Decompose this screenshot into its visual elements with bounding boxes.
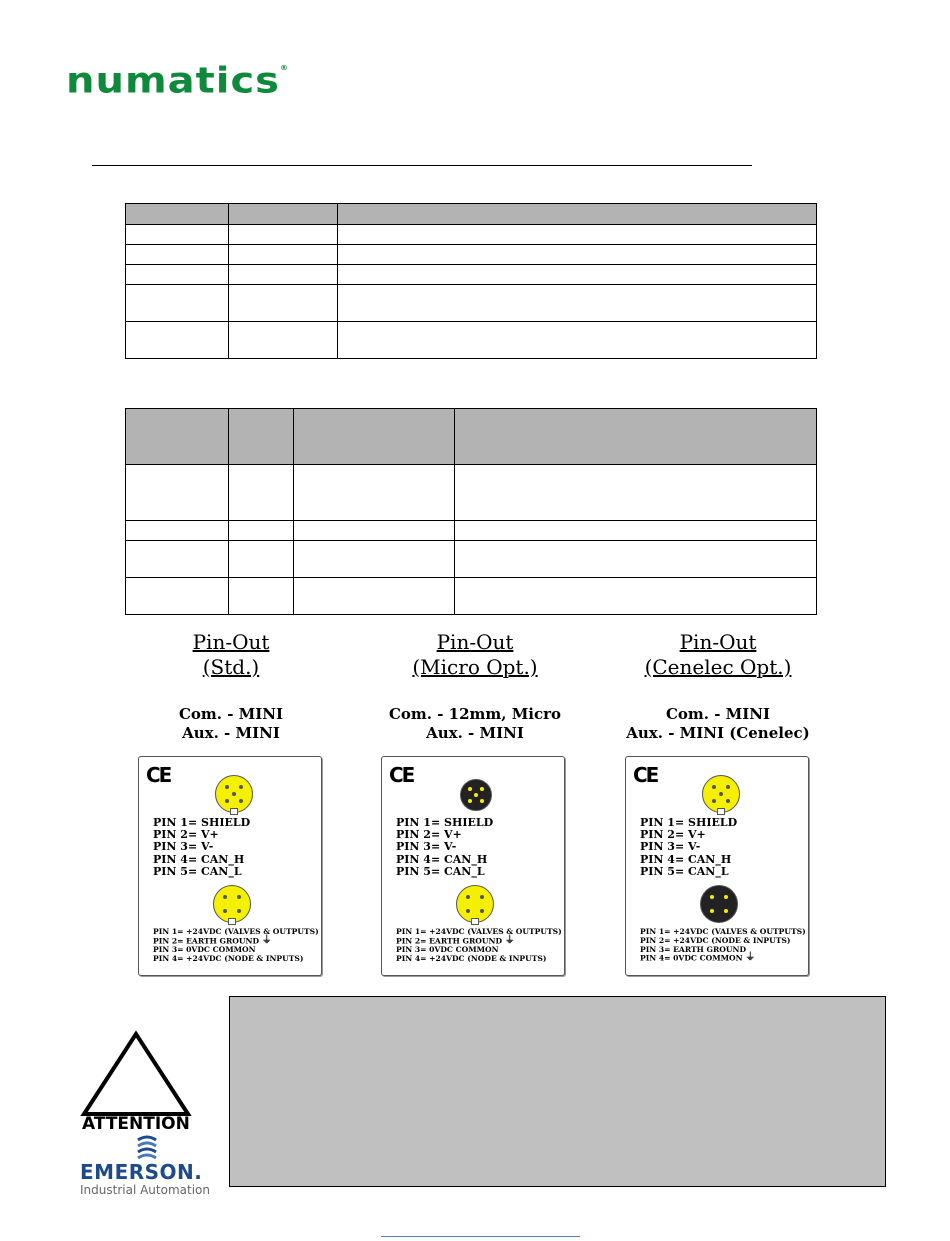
ce-mark: CE: [146, 763, 171, 787]
table-row: [126, 541, 817, 578]
aux-pin-list: PIN 1= +24VDC (VALVES & OUTPUTS) PIN 2= EARTH GROUND ⏚ PIN 3= 0VDC COMMON PIN 4= +24VDC (NODE & INPUTS): [396, 927, 562, 963]
numatics-logo: numatics®: [66, 60, 289, 102]
table-row: [126, 225, 817, 245]
micro-connector-icon: [460, 779, 492, 811]
mini-aux-connector-icon: [456, 885, 494, 923]
table-row: [126, 578, 817, 615]
attention-box: [229, 996, 886, 1187]
ce-mark: CE: [389, 763, 414, 787]
ce-mark: CE: [633, 763, 658, 787]
mini-connector-icon: [702, 775, 740, 813]
ground-icon: ⏚: [745, 952, 756, 964]
footer-link[interactable]: [381, 1236, 580, 1237]
table-row: [126, 465, 817, 521]
pinout-card-micro: [381, 756, 565, 976]
section-divider: [92, 165, 752, 166]
aux-pin-list: PIN 1= +24VDC (VALVES & OUTPUTS) PIN 2= EARTH GROUND ⏚ PIN 3= 0VDC COMMON PIN 4= +24VDC (NODE & INPUTS): [153, 927, 319, 963]
table-row: [126, 204, 817, 225]
aux-pin-list: PIN 1= +24VDC (VALVES & OUTPUTS) PIN 2= +24VDC (NODE & INPUTS) PIN 3= EARTH GROUND PIN 4= 0VDC COMMON ⏚: [640, 927, 806, 964]
connector-labels-cenelec: Com. - MINI Aux. - MINI (Cenelec): [626, 705, 810, 742]
pinout-card-cenelec: [625, 756, 809, 976]
connector-labels-std: Com. - MINI Aux. - MINI: [178, 705, 284, 742]
table-1: [125, 203, 817, 359]
com-pin-list: PIN 1= SHIELD PIN 2= V+ PIN 3= V- PIN 4= CAN_H PIN 5= CAN_L: [153, 816, 251, 878]
pinout-card-std: [138, 756, 322, 976]
connector-labels-micro: Com. - 12mm, Micro Aux. - MINI: [388, 705, 562, 742]
pinout-title-std: Pin-Out (Std.): [192, 630, 270, 679]
pinout-title-micro: Pin-Out (Micro Opt.): [412, 630, 538, 679]
table-2: [125, 408, 817, 615]
table-row: [126, 322, 817, 359]
emerson-logo-subtitle: Industrial Automation: [80, 1183, 210, 1197]
table-row: [126, 245, 817, 265]
table-row: [126, 521, 817, 541]
emerson-logo-icon: [134, 1134, 160, 1160]
mini-connector-icon: [215, 775, 253, 813]
table-row: [126, 409, 817, 465]
warning-triangle-icon: [80, 1030, 192, 1116]
emerson-logo-text: EMERSON.: [80, 1160, 203, 1184]
pinout-title-cenelec: Pin-Out (Cenelec Opt.): [644, 630, 792, 679]
table-row: [126, 265, 817, 285]
com-pin-list: PIN 1= SHIELD PIN 2= V+ PIN 3= V- PIN 4= CAN_H PIN 5= CAN_L: [396, 816, 494, 878]
com-pin-list: PIN 1= SHIELD PIN 2= V+ PIN 3= V- PIN 4= CAN_H PIN 5= CAN_L: [640, 816, 738, 878]
attention-label: ATTENTION: [82, 1114, 190, 1134]
table-row: [126, 285, 817, 322]
ground-icon: ⏚: [504, 934, 515, 946]
cenelec-aux-connector-icon: [700, 885, 738, 923]
ground-icon: ⏚: [261, 934, 272, 946]
mini-aux-connector-icon: [213, 885, 251, 923]
